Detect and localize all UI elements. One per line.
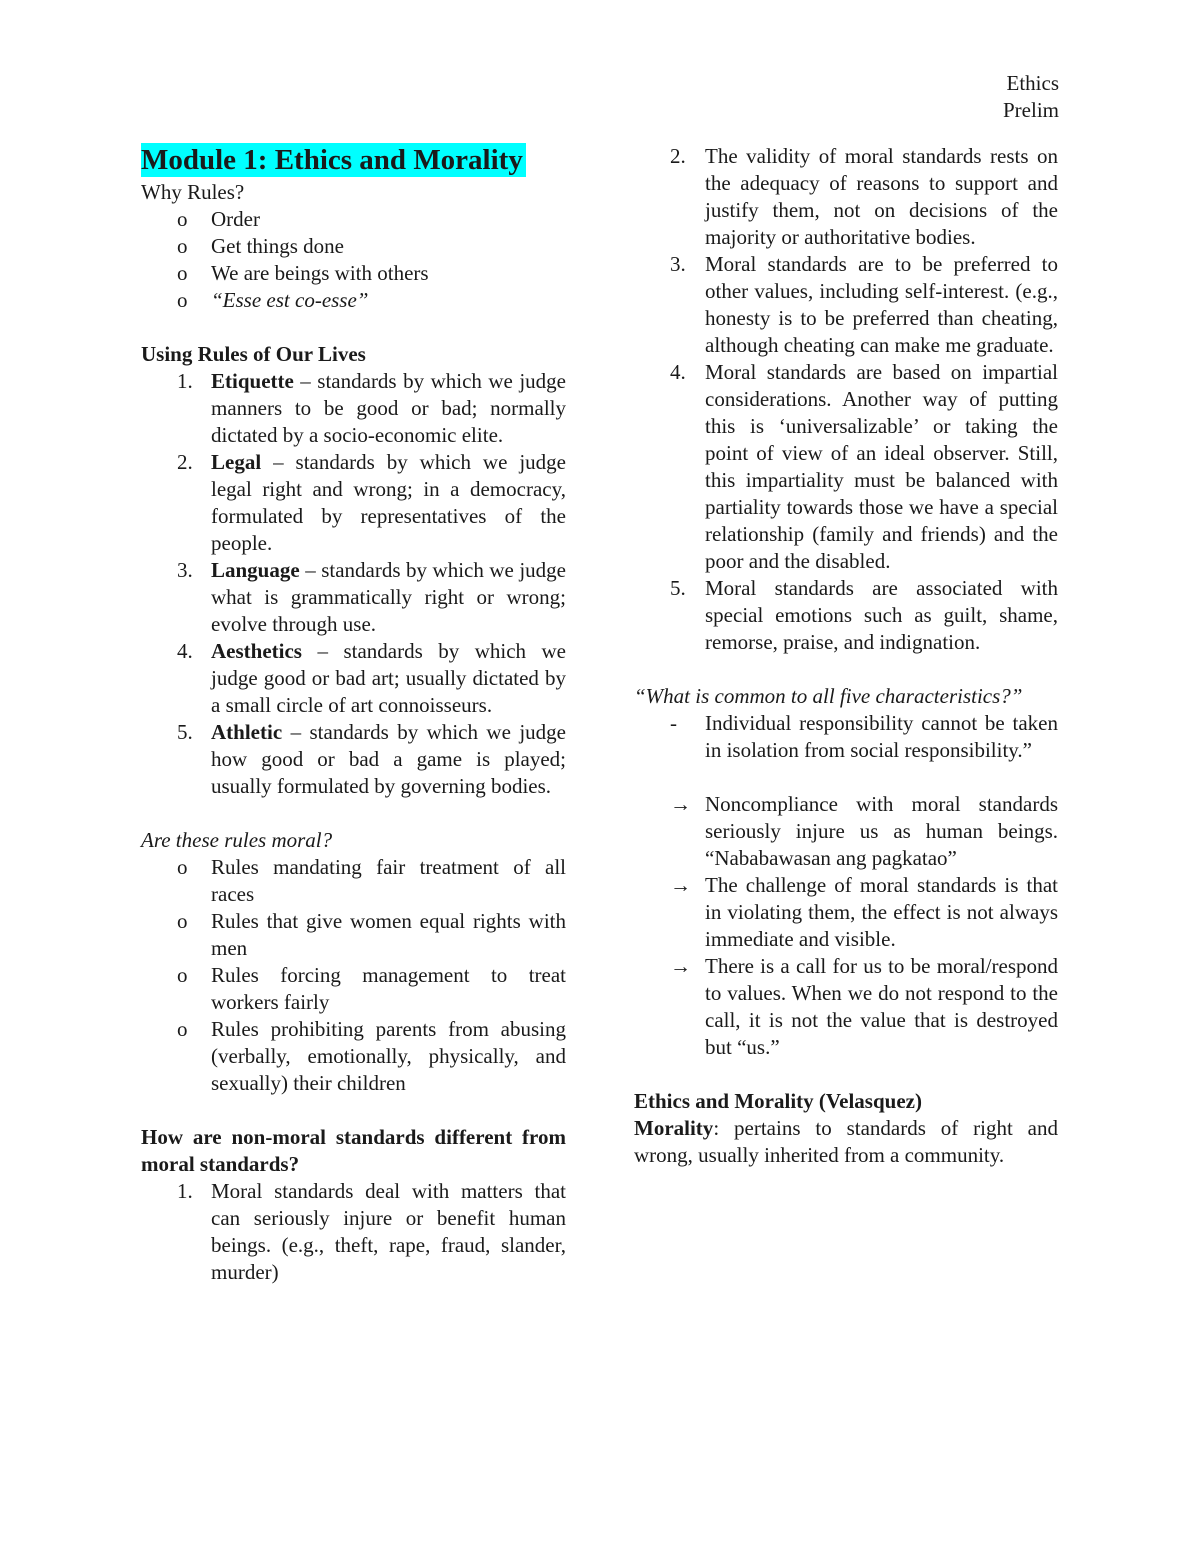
module-title: Module 1: Ethics and Morality [141,143,526,177]
list-item: o We are beings with others [177,261,429,285]
moral-question-heading: Are these rules moral? [141,828,333,852]
moral-rules-list [141,854,566,1097]
arrow-right-icon: → [670,873,691,897]
arrow-right-icon: → [670,954,691,978]
common-question: “What is common to all five characteristics?” [634,684,1023,708]
list-item: → There is a call for us to be moral/respond to values. When we do not respond to the call, it is not the value that is destroyed but “us.” [670,954,1058,1059]
list-item: 3. Moral standards are to be preferred to other values, including self-interest. (e.g., honesty is to be preferred than cheating, although cheating can make me graduate. [670,252,1058,357]
list-item: 1. Etiquette – standards by which we judge manners to be good or bad; normally dictated by a socio-economic elite. [177,369,566,447]
nonmoral-heading: How are non-moral standards different from moral standards? [141,1125,566,1176]
bullet-icon: o [177,855,188,879]
list-item: o Order [177,207,260,231]
dash-icon: - [670,711,677,735]
header-subject: Ethics [1006,71,1059,95]
right-column [634,143,1058,1169]
list-item: 5. Athletic – standards by which we judge how good or bad a game is played; usually formulated by governing bodies. [177,720,566,798]
why-rules-heading: Why Rules? [141,180,245,204]
using-rules-heading: Using Rules of Our Lives [141,342,366,366]
list-item: 2. Legal – standards by which we judge legal right and wrong; in a democracy, formulated by representatives of the people. [177,450,566,555]
bullet-icon: o [177,207,188,231]
list-item: 5. Moral standards are associated with special emotions such as guilt, shame, remorse, praise, and indignation. [670,576,1058,654]
why-rules-list [141,206,566,314]
list-item: o “Esse est co-esse” [177,288,369,312]
list-item: - Individual responsibility cannot be taken in isolation from social responsibility.” [670,711,1058,762]
list-item: 1. Moral standards deal with matters that can seriously injure or benefit human beings. (e.g., theft, rape, fraud, slander, murder) [177,1179,566,1284]
bullet-icon: o [177,1017,188,1041]
arrow-list [634,791,1058,1061]
nonmoral-list [141,1178,566,1286]
velasquez-heading: Ethics and Morality (Velasquez) [634,1089,922,1113]
bullet-icon: o [177,261,188,285]
bullet-icon: o [177,963,188,987]
list-item: o Rules forcing management to treat workers fairly [177,963,566,1014]
list-item: → The challenge of moral standards is that in violating them, the effect is not always immediate and visible. [670,873,1058,951]
bullet-icon: o [177,234,188,258]
bullet-icon: o [177,288,188,312]
arrow-right-icon: → [670,792,691,816]
using-rules-list [141,368,566,800]
morality-definition: Morality: pertains to standards of right and wrong, usually inherited from a community. [634,1116,1058,1167]
list-item: 2. The validity of moral standards rests on the adequacy of reasons to support and justify them, not on decisions of the majority or authoritative bodies. [670,144,1058,249]
list-item: o Rules mandating fair treatment of all races [177,855,566,906]
list-item: o Get things done [177,234,344,258]
characteristics-list [634,143,1058,656]
list-item: o Rules prohibiting parents from abusing (verbally, emotionally, physically, and sexually) their children [177,1017,566,1095]
header-term: Prelim [1003,98,1059,122]
list-item: 4. Moral standards are based on impartial considerations. Another way of putting this is ‘universalizable’ or taking the point of view of an ideal observer. Still, this impartiality must be balanced with partiality towards those we have a special relationship (family and friends) and the poor and the disabled. [670,360,1058,573]
page-header [1003,70,1059,124]
dash-list [634,710,1058,764]
bullet-icon: o [177,909,188,933]
list-item: o Rules that give women equal rights with men [177,909,566,960]
left-column [141,143,566,1286]
list-item: → Noncompliance with moral standards seriously injure us as human beings. “Nababawasan ang pagkatao” [670,792,1058,870]
list-item: 3. Language – standards by which we judge what is grammatically right or wrong; evolve through use. [177,558,566,636]
list-item: 4. Aesthetics – standards by which we judge good or bad art; usually dictated by a small circle of art connoisseurs. [177,639,566,717]
